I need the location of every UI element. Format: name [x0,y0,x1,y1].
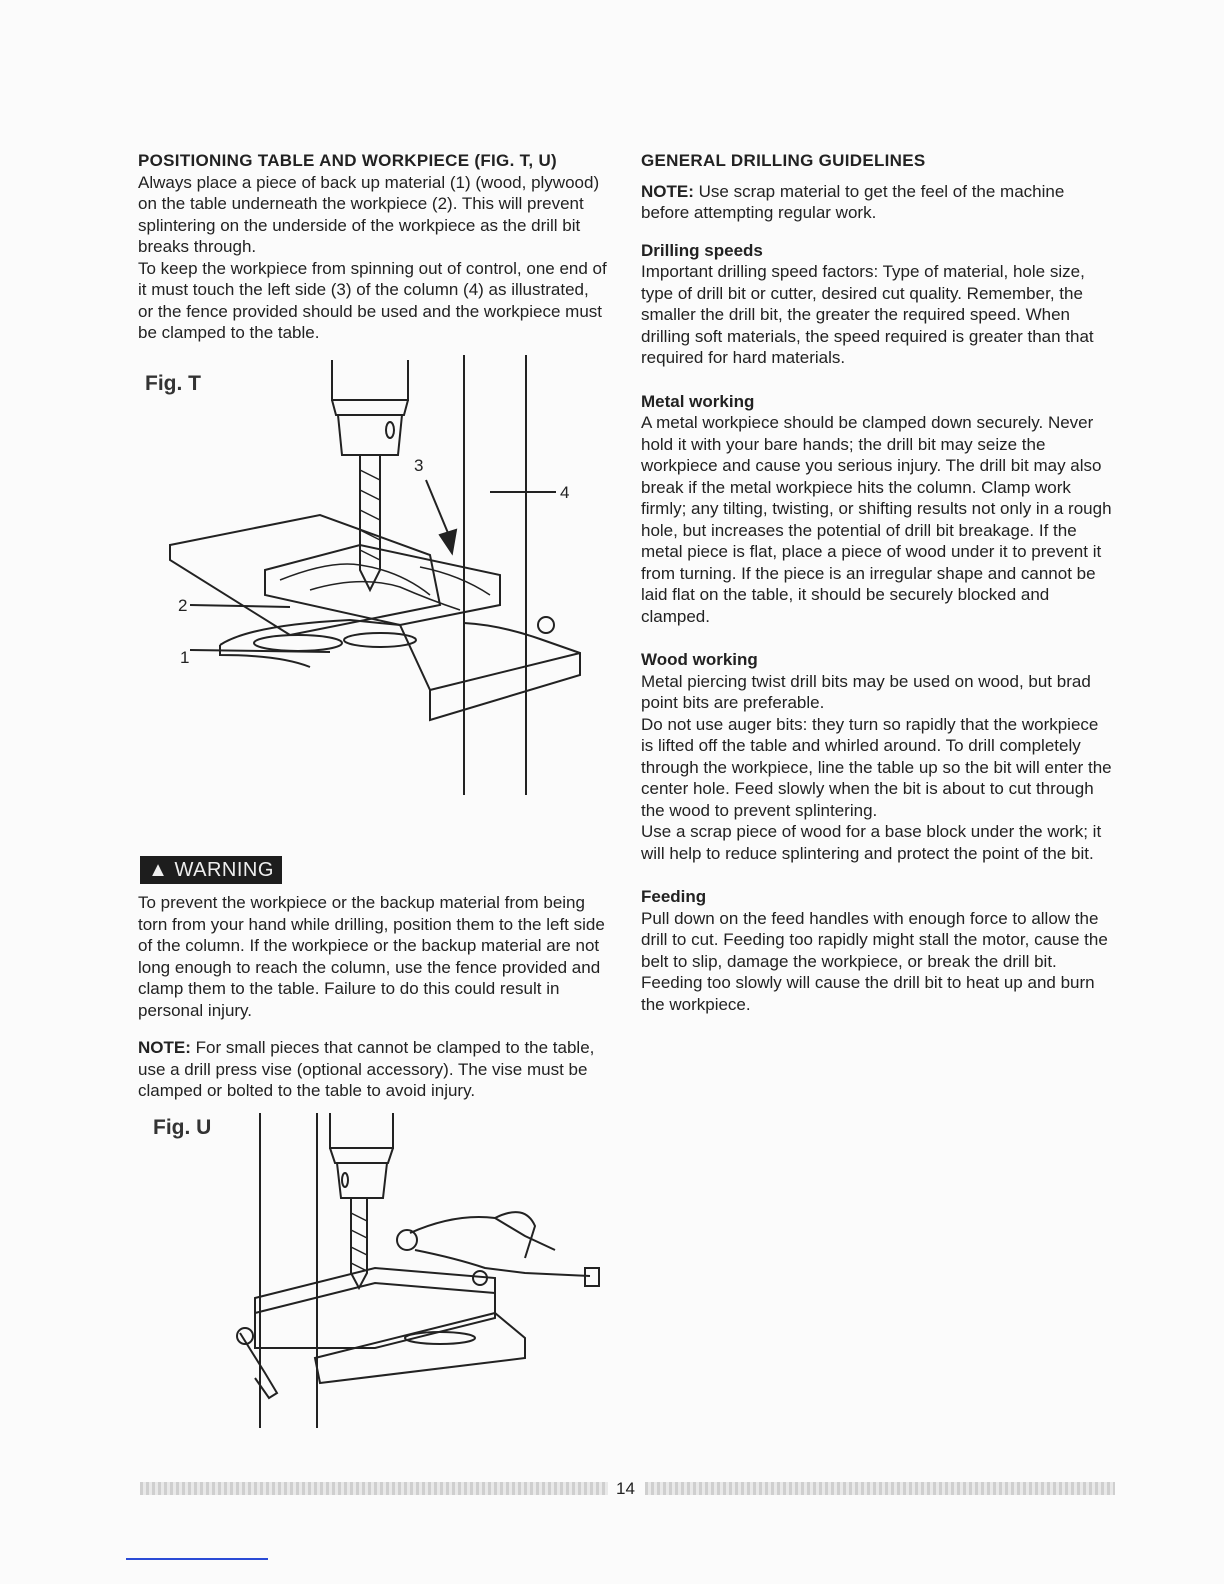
section-paragraph: Pull down on the feed handles with enough force to allow the drill to cut. Feeding too rapidly might stall the motor, cause the belt to slip, damage the workpiece, or break the drill bit. Feeding too slowly will cause the drill bit to heat up and burn the workpiece. [641,908,1108,1014]
section-title: Feeding [641,887,707,906]
left-column [138,150,608,344]
warning-note-label: NOTE: [138,1038,191,1057]
positioning-para-1: Always place a piece of back up material (1) (wood, plywood) on the table underneath the workpiece (2). This will prevent splintering on the underside of the workpiece as the drill bit breaks through. [138,172,600,256]
workpiece-block [255,1268,495,1348]
table-front-edge [430,653,580,690]
warning-section [138,892,608,1102]
column-lock-lever [240,1333,277,1398]
section-feeding [641,886,1115,1015]
chuck-knurl [332,400,408,415]
chuck-top [332,360,408,400]
drill-bit [351,1198,367,1288]
guidelines-note-text: Use scrap material to get the feel of the machine before attempting regular work. [641,181,1065,222]
section-paragraph: A metal workpiece should be clamped down securely. Never hold it with your bare hands; the drill bit may seize the workpiece and cause you serious injury. The drill bit may also break if the metal workpiece hits the column. Clamp work firmly; any tilting, twisting, or shifting results not only in a rough hole, but increases the potential of drill bit breakage. If the metal piece is flat, place a piece of wood under it to prevent it from turning. If the piece is an irregular shape and cannot be laid flat on the table, it should be securely blocked and clamped. [641,413,1112,626]
callout-1: 1 [180,648,190,667]
section-title: Drilling speeds [641,240,763,260]
clamp-knob [585,1268,599,1286]
fig-u-label: Fig. U [153,1116,212,1139]
table-slot-2 [344,633,416,647]
footer-rule-left [140,1482,608,1495]
chuck-top [330,1113,393,1148]
chuck-key-hole [342,1173,348,1187]
warning-note [138,1037,608,1102]
table-clamp-bolt [538,617,554,633]
arrow-3-head [440,530,456,553]
fig-u-illustration [225,1108,615,1438]
clamp-handle [495,1212,535,1258]
positioning-heading: POSITIONING TABLE AND WORKPIECE (FIG. T, U) [138,151,558,170]
fig-t-label: Fig. T [145,372,201,395]
clamp-pad [397,1230,417,1250]
drill-bit-flutes [351,1213,367,1271]
chuck-knurl [330,1148,393,1163]
warning-triangle-icon: ▲ [148,859,169,881]
callout-2-leader [190,605,290,607]
scan-edge-line [126,1558,268,1560]
section-title: Wood working [641,650,758,669]
section-paragraph: Use a scrap piece of wood for a base block under the work; it will help to reduce splintering and protect the point of the bit. [641,822,1102,863]
block-top-edge [255,1283,495,1313]
clamp-arm-lower [415,1250,590,1276]
fig-t-illustration [160,355,600,835]
section-paragraph: Metal piercing twist drill bits may be used on wood, but brad point bits are preferable. [641,671,1091,712]
warning-badge-label: WARNING [174,859,274,881]
section-paragraph: Do not use auger bits: they turn so rapidly that the workpiece is lifted off the table and whirled around. To drill completely through the workpiece, line the table up so the bit will enter the center hole. Feed slowly when the bit is about to cut through the wood to prevent splintering. [641,714,1112,820]
warning-text: To prevent the workpiece or the backup material from being torn from your hand while drilling, position them to the left side of the column. If the workpiece or the backup material are not long enough to reach the column, use the fence provided and clamp them to the table. Failure to do this could result in personal injury. [138,893,605,1020]
guidelines-heading: GENERAL DRILLING GUIDELINES [641,151,926,170]
positioning-para-2: To keep the workpiece from spinning out of control, one end of it must touch the left side (3) of the column (4) as illustrated, or the fence provided should be used and the workpiece must be clamped to the table. [138,258,607,342]
guidelines-note-label: NOTE: [641,181,694,201]
section-metal-working [641,391,1115,628]
arrow-3-shaft [426,480,448,533]
table-slot-1 [254,635,342,651]
right-column [641,150,1115,1031]
chuck-body [337,1163,387,1198]
warning-note-text: For small pieces that cannot be clamped to the table, use a drill press vise (optional accessory). The vise must be clamped or bolted to the table to avoid injury. [138,1038,595,1100]
page-number: 14 [616,1479,635,1498]
callout-4: 4 [560,483,570,502]
backup-material [170,515,440,635]
guidelines-note [641,181,1115,224]
chuck-key-hole [386,422,394,438]
footer-rule-right [645,1482,1115,1495]
section-drilling-speeds [641,240,1115,369]
section-title: Metal working [641,391,755,411]
section-paragraph: Important drilling speed factors: Type of material, hole size, type of drill bit or cutter, desired cut quality. Remember, the smaller the drill bit, the greater the required speed. When drilling soft materials, the speed required is greater than that required for hard materials. [641,262,1094,367]
callout-2: 2 [178,596,188,615]
section-wood-working [641,649,1115,864]
warning-badge [140,856,282,884]
callout-3: 3 [414,456,424,475]
